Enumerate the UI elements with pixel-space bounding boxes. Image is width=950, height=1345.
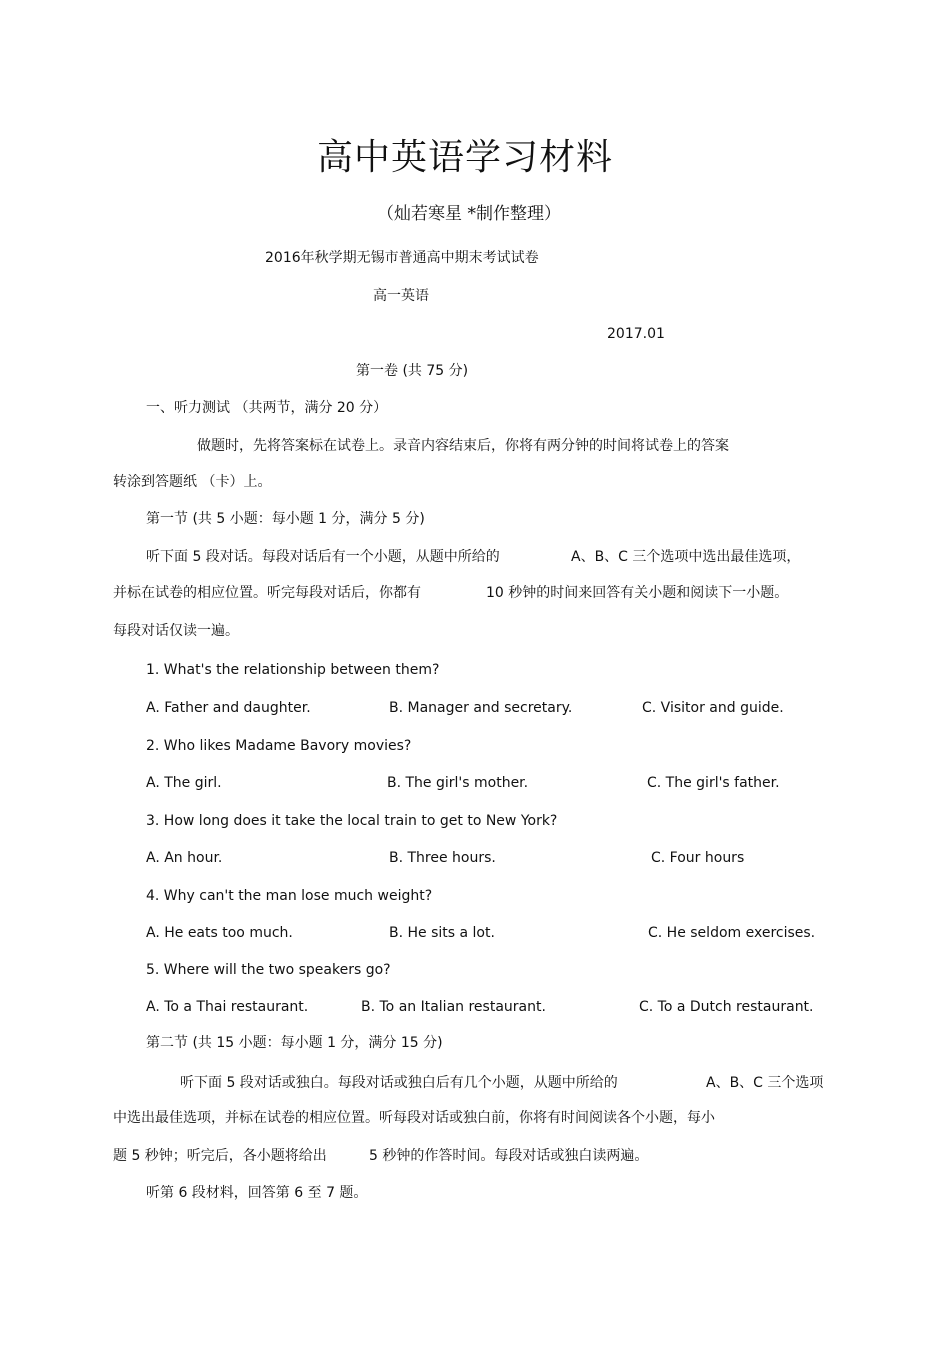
exam-subject: 高一英语 — [373, 288, 429, 304]
doc-title: 高中英语学习材料 — [316, 137, 613, 178]
section1-intro-2b: 10 秒钟的时间来回答有关小题和阅读下一小题。 — [486, 585, 789, 601]
question-5-option-a: A. To a Thai restaurant. — [146, 999, 309, 1015]
exam-date: 2017.01 — [607, 326, 665, 342]
section2-intro-1a: 听下面 5 段对话或独白。每段对话或独白后有几个小题，从题中所给的 — [180, 1075, 618, 1091]
question-2-option-b: B. The girl's mother. — [387, 775, 529, 791]
question-2-option-c: C. The girl's father. — [647, 775, 780, 791]
question-1-option-c: C. Visitor and guide. — [642, 700, 784, 716]
section2-intro-2: 中选出最佳选项，并标在试卷的相应位置。听每段对话或独白前，你将有时间阅读各个小题，每小 — [113, 1110, 715, 1126]
section2-intro-1b: A、B、C 三个选项 — [706, 1075, 824, 1091]
listening-instruction-1: 做题时，先将答案标在试卷上。录音内容结束后，你将有两分钟的时间将试卷上的答案 — [197, 438, 729, 454]
section2-intro-3b: 5 秒钟的作答时间。每段对话或独白读两遍。 — [369, 1148, 649, 1164]
doc-subtitle: （灿若寒星 *制作整理） — [377, 204, 561, 224]
exam-name: 2016年秋学期无锡市普通高中期末考试试卷 — [265, 250, 539, 266]
listening-heading: 一、听力测试 （共两节，满分 20 分） — [146, 400, 388, 416]
question-3-option-b: B. Three hours. — [389, 850, 496, 866]
question-5-option-c: C. To a Dutch restaurant. — [639, 999, 814, 1015]
question-5-option-b: B. To an Italian restaurant. — [361, 999, 546, 1015]
section1-intro-1b: A、B、C 三个选项中选出最佳选项， — [571, 549, 801, 565]
question-1-option-b: B. Manager and secretary. — [389, 700, 573, 716]
question-2-option-a: A. The girl. — [146, 775, 222, 791]
section2-material: 听第 6 段材料，回答第 6 至 7 题。 — [146, 1185, 368, 1201]
section2-intro-3a: 题 5 秒钟；听完后，各小题将给出 — [113, 1148, 327, 1164]
question-3-option-a: A. An hour. — [146, 850, 223, 866]
section1-intro-3: 每段对话仅读一遍。 — [113, 623, 239, 639]
question-4: 4. Why can't the man lose much weight? — [146, 888, 433, 904]
exam-volume: 第一卷 (共 75 分) — [356, 363, 469, 379]
section1-intro-2a: 并标在试卷的相应位置。听完每段对话后，你都有 — [113, 585, 421, 601]
listening-instruction-2: 转涂到答题纸 （卡）上。 — [113, 474, 272, 490]
question-4-option-a: A. He eats too much. — [146, 925, 293, 941]
question-4-option-b: B. He sits a lot. — [389, 925, 495, 941]
question-3-option-c: C. Four hours — [651, 850, 745, 866]
section1-intro-1a: 听下面 5 段对话。每段对话后有一个小题，从题中所给的 — [146, 549, 500, 565]
question-1: 1. What's the relationship between them? — [146, 662, 440, 678]
question-1-option-a: A. Father and daughter. — [146, 700, 311, 716]
question-3: 3. How long does it take the local train to get to New York? — [146, 813, 558, 829]
section1-heading: 第一节 (共 5 小题：每小题 1 分，满分 5 分) — [146, 511, 425, 527]
question-5: 5. Where will the two speakers go? — [146, 962, 391, 978]
question-4-option-c: C. He seldom exercises. — [648, 925, 816, 941]
question-2: 2. Who likes Madame Bavory movies? — [146, 738, 412, 754]
section2-heading: 第二节 (共 15 小题：每小题 1 分，满分 15 分) — [146, 1035, 443, 1051]
